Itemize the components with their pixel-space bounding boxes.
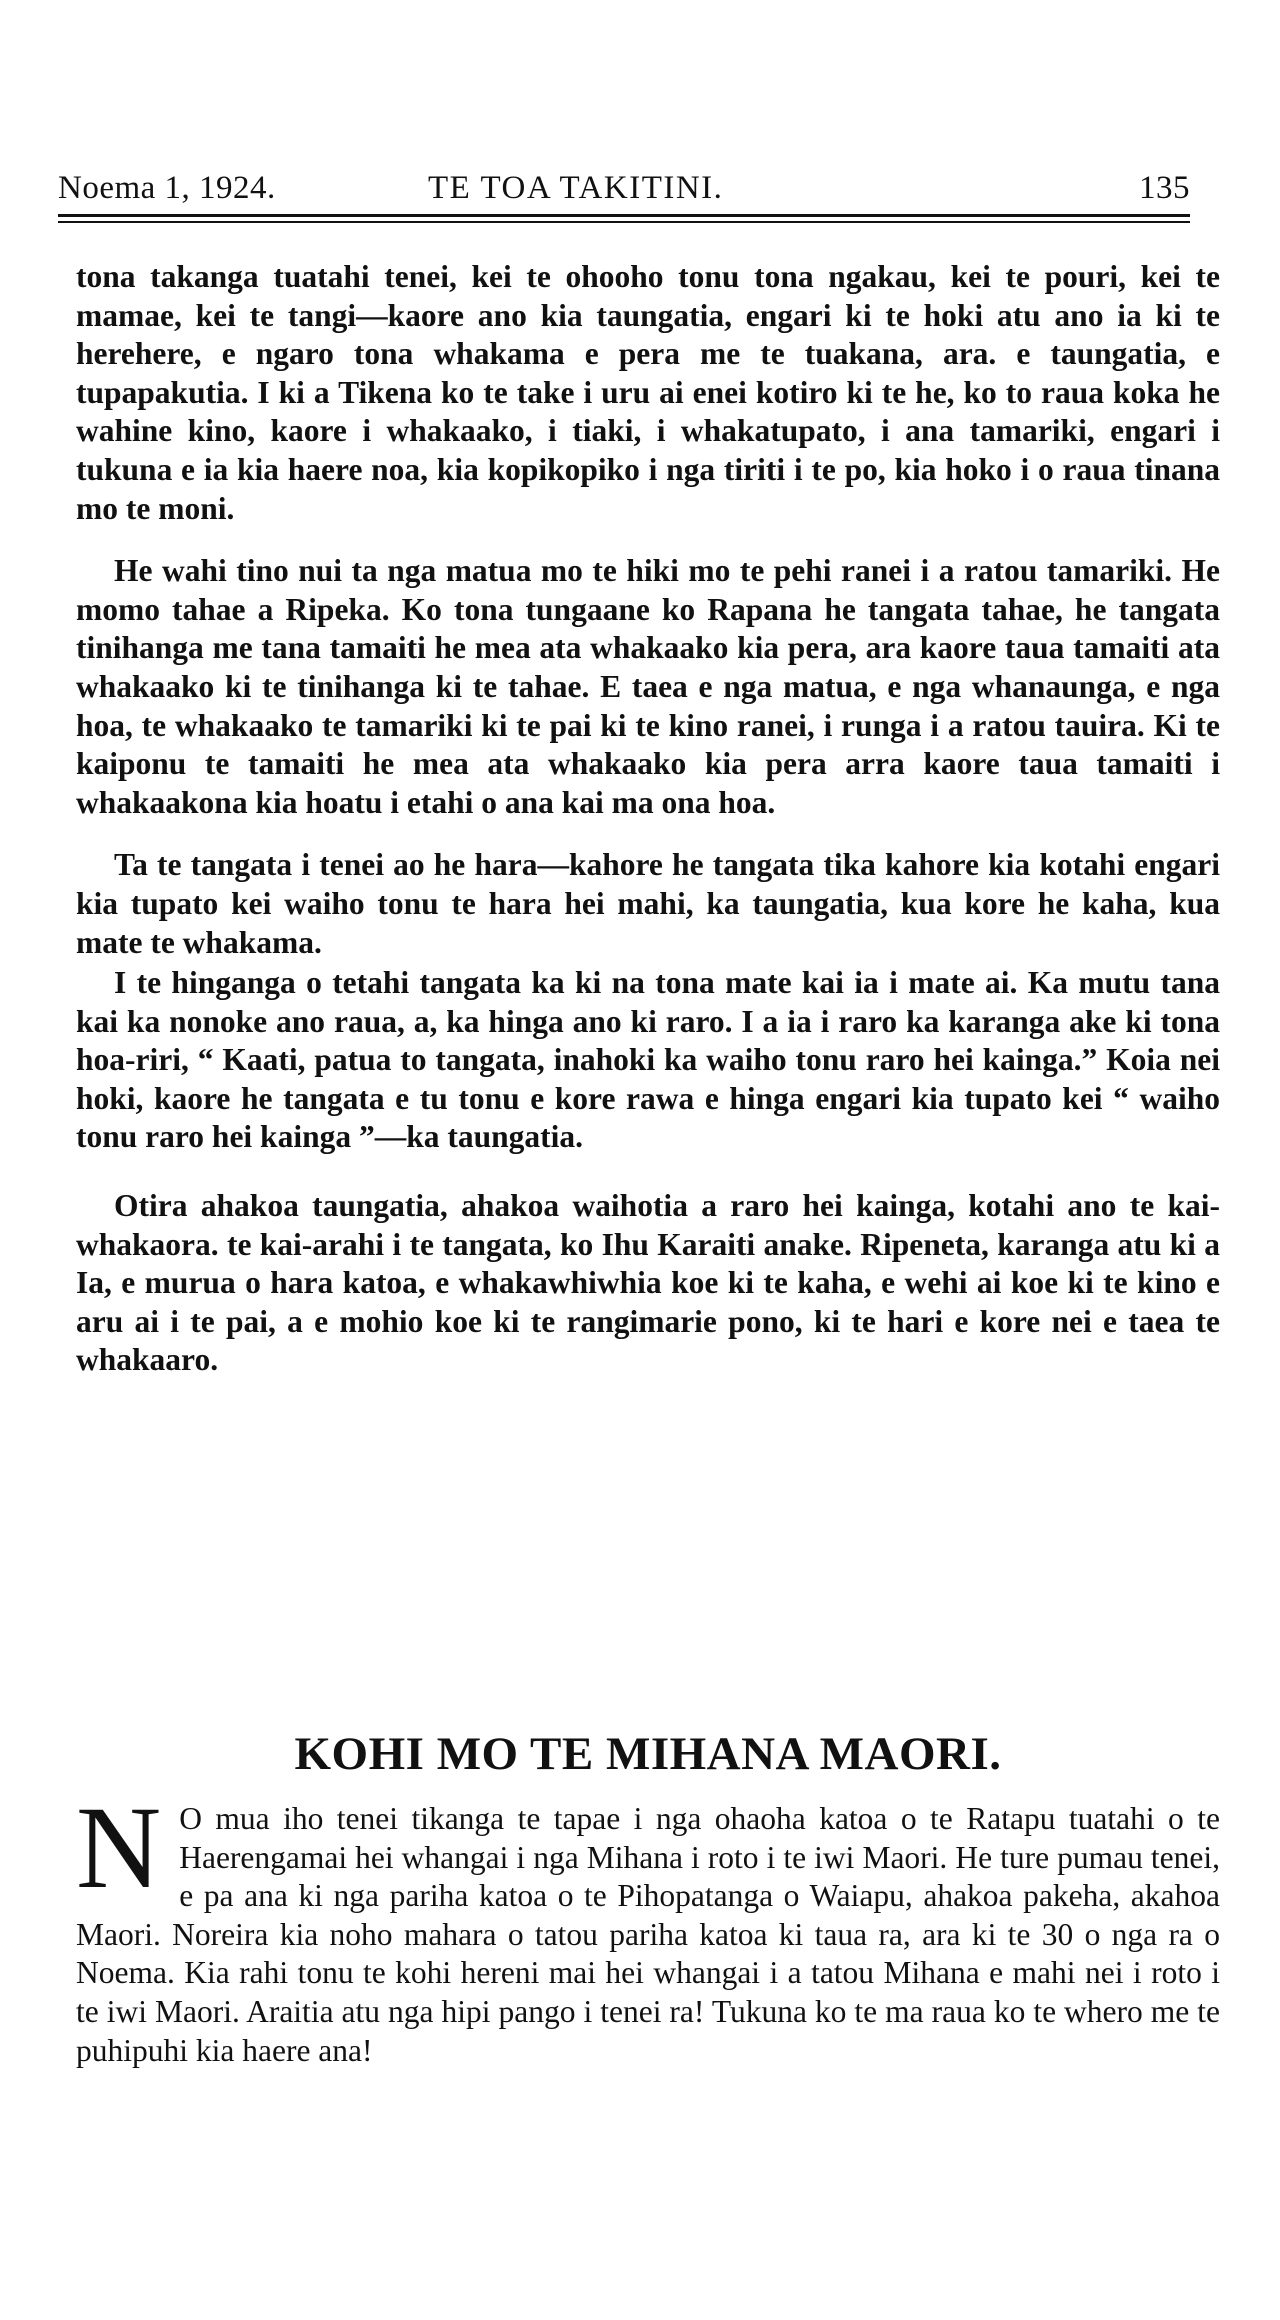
running-header xyxy=(58,168,1190,208)
paragraph: I te hinganga o tetahi tangata ka ki na tona mate kai ia i mate ai. Ka mutu tana kai ka nonoke ano raua, a, ka hinga ano ki raro. I a ia i raro ka karanga ake ki tona hoa-riri, “ Kaati, patua to tangata, inahoki ka waiho tonu raro hei kainga.” Koia nei hoki, kaore he tangata e tu tonu e kore rawa e hinga engari kia tupato kei “ waiho tonu raro hei kainga ”—ka taungatia. xyxy=(76,965,1220,1155)
section-body xyxy=(76,1782,1220,2070)
article-body xyxy=(76,258,1220,1404)
issue-date: Noema 1, 1924. xyxy=(58,170,276,206)
paragraph: He wahi tino nui ta nga matua mo te hiki mo te pehi ranei i a ratou tamariki. He momo tahae a Ripeka. Ko tona tungaane ko Rapana he tangata tahae, he tangata tinihanga me tana tamaiti he mea ata whakaako kia pera, ara kaore taua tamaiti ata whakaako ki te tinihanga ki te tahae. E taea e nga matua, e nga whanaunga, e nga hoa, te whakaako te tamariki ki te pai ki te kino ranei, i runga i a ratou tauira. Ki te kaiponu te tamaiti he mea ata whakaako kia pera arra kaore taua tamaiti i whakaakona kia hoatu i etahi o ana kai ma ona hoa. xyxy=(76,553,1220,820)
header-rule xyxy=(58,214,1190,217)
header-rule-double xyxy=(58,221,1190,223)
drop-cap: N xyxy=(76,1782,162,1913)
page-number: 135 xyxy=(1139,170,1190,206)
paragraph: Otira ahakoa taungatia, ahakoa waihotia a raro hei kainga, kotahi ano te kai-whakaora. te kai-arahi i te tangata, ko Ihu Karaiti anake. Ripeneta, karanga atu ki a Ia, e murua o hara katoa, e whakawhiwhia koe ki te kaha, e wehi ai koe ki te kino e aru ai i te pai, a e mohio koe ki te rangimarie pono, ki te hari e kore nei e taea te whakaaro. xyxy=(76,1188,1220,1378)
section-heading: KOHI MO TE MIHANA MAORI. xyxy=(294,1728,1002,1780)
section-paragraph xyxy=(76,1782,1220,2070)
section-text: O mua iho tenei tikanga te tapae i nga ohaoha katoa o te Ratapu tuatahi o te Haerengamai hei whangai i nga Mihana i roto i te iwi Maori. He ture pumau tenei, e pa ana ki nga pariha katoa o te Pihopatanga o Waiapu, ahakoa pakeha, akahoa Maori. Noreira kia noho mahara o tatou pariha katoa ki taua ra, ara ki te 30 o nga ra o Noema. Kia rahi tonu te kohi hereni mai hei whangai i a tatou Mihana e mahi nei i roto i te iwi Maori. Araitia atu nga hipi pango i tenei ra! Tukuna ko te ma raua ko te whero me te puhipuhi kia haere ana! xyxy=(76,1801,1220,2068)
publication-title: TE TOA TAKITINI. xyxy=(428,170,724,206)
paragraph: Ta te tangata i tenei ao he hara—kahore he tangata tika kahore kia kotahi engari kia tupato kei waiho tonu te hara hei mahi, ka taungatia, kua kore he kaha, kua mate te whakama. xyxy=(76,847,1220,960)
paragraph: tona takanga tuatahi tenei, kei te ohooho tonu tona ngakau, kei te pouri, kei te mamae, kei te tangi—kaore ano kia taungatia, engari ki te hoki atu ano ia ki te herehere, e ngaro tona whakama e pera me te tuakana, ara. e taungatia, e tupapakutia. I ki a Tikena ko te take i uru ai enei kotiro ki te he, ko to raua koka he wahine kino, kaore i whakaako, i tiaki, i whakatupato, i ana tamariki, engari i tukuna e ia kia haere noa, kia kopikopiko i nga tiriti i te po, kia hoko i o raua tinana mo te moni. xyxy=(76,259,1220,526)
